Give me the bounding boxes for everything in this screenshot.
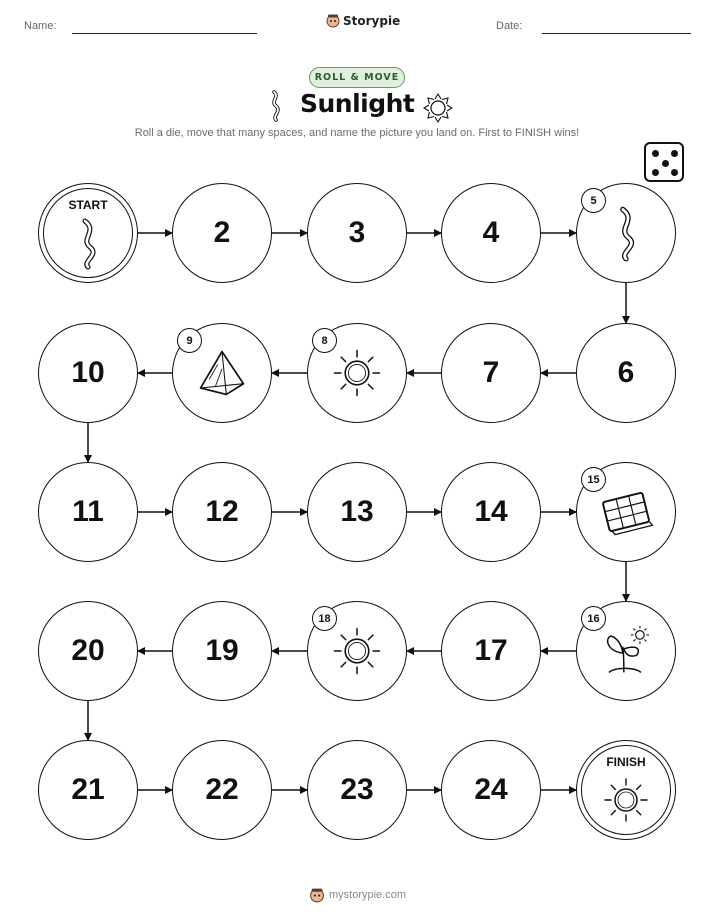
space-number-badge: 9 <box>177 328 202 353</box>
sun-icon <box>327 343 387 403</box>
space-number: 22 <box>205 773 239 806</box>
brand-name: Storypie <box>343 13 401 28</box>
board-space-5 <box>576 183 676 283</box>
board-space-8 <box>307 323 407 423</box>
space-number-badge: 8 <box>312 328 337 353</box>
space-number-badge: 18 <box>312 606 337 631</box>
space-number: 4 <box>482 216 500 249</box>
footer-url: mystorypie.com <box>329 889 407 901</box>
space-number: 20 <box>71 634 105 667</box>
space-number: 24 <box>474 773 508 806</box>
board-space-6 <box>576 323 676 423</box>
board-space-24 <box>441 740 541 840</box>
date-label: Date: <box>496 20 523 32</box>
solar-panel-icon <box>596 482 656 542</box>
space-number: 10 <box>71 356 105 389</box>
finish-space <box>576 740 676 840</box>
mascot-icon <box>309 887 325 903</box>
sun-icon <box>598 772 654 828</box>
space-number: 6 <box>617 356 635 389</box>
space-number: 11 <box>72 495 104 528</box>
board-space-15 <box>576 462 676 562</box>
footer <box>309 887 406 903</box>
space-number: 19 <box>205 634 239 667</box>
roll-move-badge: ROLL & MOVE <box>309 67 405 88</box>
board-space-20 <box>38 601 138 701</box>
finish-label: FINISH <box>606 755 646 769</box>
board-space-12 <box>172 462 272 562</box>
board-space-16 <box>576 601 676 701</box>
start-label: START <box>68 198 108 212</box>
board-space-9 <box>172 323 272 423</box>
board-space-2 <box>172 183 272 283</box>
board-space-10 <box>38 323 138 423</box>
instructions: Roll a die, move that many spaces, and name the picture you land on. First to FINISH wins! <box>134 127 580 139</box>
start-space <box>38 183 138 283</box>
space-number: 23 <box>340 773 374 806</box>
board-space-13 <box>307 462 407 562</box>
prism-icon <box>192 343 252 403</box>
space-number: 12 <box>205 495 239 528</box>
board-space-23 <box>307 740 407 840</box>
sprout-icon <box>596 621 656 681</box>
board-space-4 <box>441 183 541 283</box>
board-space-7 <box>441 323 541 423</box>
board-space-21 <box>38 740 138 840</box>
board-space-14 <box>441 462 541 562</box>
space-number-badge: 5 <box>581 188 606 213</box>
board-space-18 <box>307 601 407 701</box>
space-number: 14 <box>474 495 508 528</box>
board-space-11 <box>38 462 138 562</box>
page-title: Sunlight <box>300 89 415 118</box>
space-number: 17 <box>474 634 508 667</box>
space-number: 21 <box>71 773 105 806</box>
space-number-badge: 15 <box>581 467 606 492</box>
sun-icon <box>327 621 387 681</box>
worm-icon <box>60 215 116 271</box>
board-space-19 <box>172 601 272 701</box>
space-number: 13 <box>340 495 374 528</box>
space-number-badge: 16 <box>581 606 606 631</box>
worm-icon <box>596 203 656 263</box>
board-space-3 <box>307 183 407 283</box>
space-number: 3 <box>348 216 366 249</box>
name-label: Name: <box>24 20 57 32</box>
space-number: 2 <box>213 216 231 249</box>
board-space-22 <box>172 740 272 840</box>
board-space-17 <box>441 601 541 701</box>
space-number: 7 <box>482 356 500 389</box>
